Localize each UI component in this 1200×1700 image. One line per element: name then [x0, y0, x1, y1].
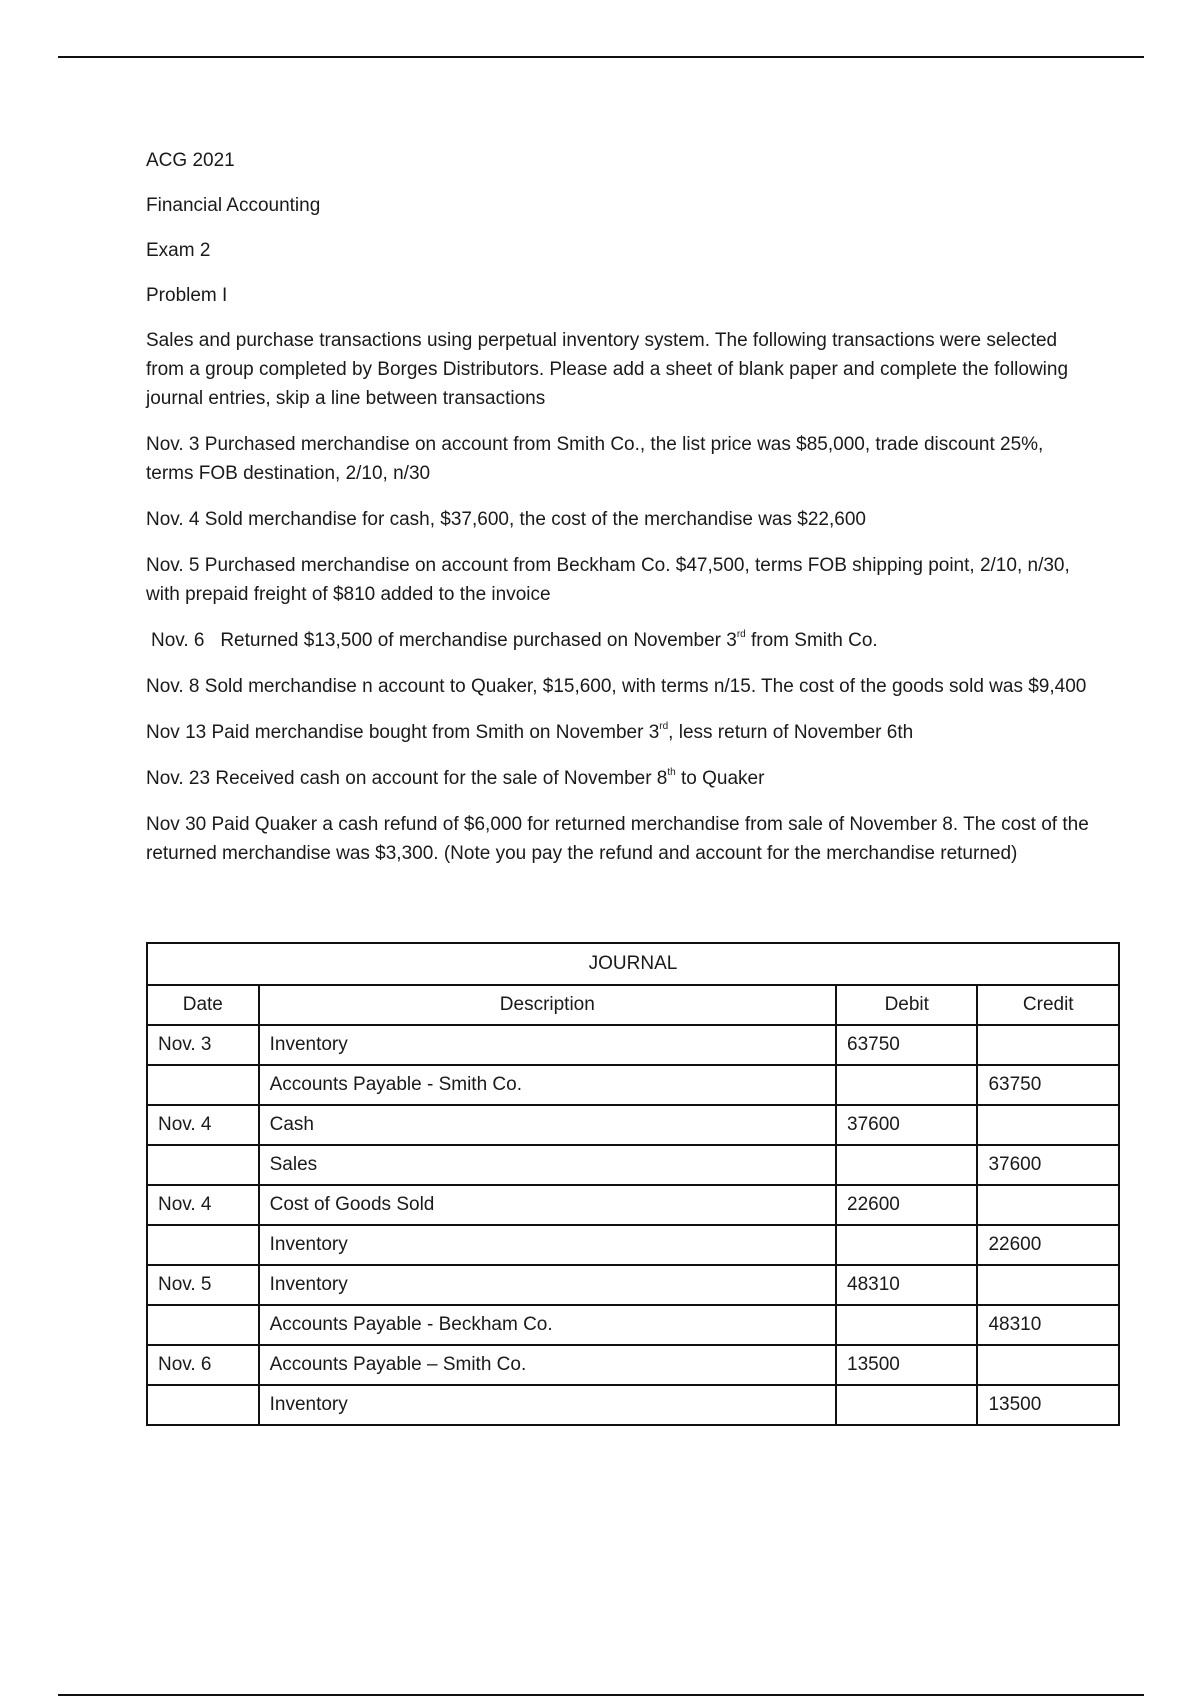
- bottom-rule: [58, 1694, 1144, 1696]
- debit-cell: 48310: [836, 1265, 977, 1305]
- top-rule: [58, 56, 1144, 58]
- transaction-text: Nov. 23 Received cash on account for the sale of November 8: [146, 768, 668, 789]
- ordinal-suffix: rd: [736, 629, 746, 640]
- debit-cell: 37600: [836, 1105, 977, 1145]
- column-header-description: Description: [259, 985, 836, 1025]
- transaction-text: Nov. 6 Returned $13,500 of merchandise purchased on November 3: [151, 630, 737, 651]
- credit-cell: [977, 1345, 1119, 1385]
- date-cell: [147, 1305, 259, 1345]
- description-cell: Accounts Payable - Beckham Co.: [259, 1305, 836, 1345]
- column-header-credit: Credit: [977, 985, 1119, 1025]
- column-header-date: Date: [147, 985, 259, 1025]
- table-row: [147, 1305, 1119, 1345]
- date-cell: [147, 1145, 259, 1185]
- description-cell: Cash: [259, 1105, 836, 1145]
- debit-cell: 63750: [836, 1025, 977, 1065]
- course-title: Financial Accounting: [146, 195, 321, 216]
- transaction-nov-30: Nov 30 Paid Quaker a cash refund of $6,000 for returned merchandise from sale of November 8. The cost of the returned merchandise was $3,300. (Note you pay the refund and account for the merchandise returned): [146, 814, 1089, 864]
- ordinal-suffix: rd: [659, 721, 669, 732]
- exam-title: Exam 2: [146, 240, 211, 261]
- date-cell: Nov. 4: [147, 1105, 259, 1145]
- table-row: [147, 1385, 1119, 1425]
- debit-cell: [836, 1305, 977, 1345]
- debit-cell: 13500: [836, 1345, 977, 1385]
- debit-cell: [836, 1145, 977, 1185]
- journal-table: [146, 942, 1120, 1426]
- description-cell: Accounts Payable - Smith Co.: [259, 1065, 836, 1105]
- table-row: [147, 1105, 1119, 1145]
- date-cell: [147, 1225, 259, 1265]
- journal-title: JOURNAL: [147, 943, 1119, 985]
- transaction-text: , less return of November 6th: [668, 722, 914, 743]
- date-cell: [147, 1065, 259, 1105]
- column-header-debit: Debit: [836, 985, 977, 1025]
- description-cell: Sales: [259, 1145, 836, 1185]
- table-row: [147, 1065, 1119, 1105]
- date-cell: Nov. 3: [147, 1025, 259, 1065]
- credit-cell: [977, 1185, 1119, 1225]
- credit-cell: [977, 1025, 1119, 1065]
- credit-cell: 48310: [977, 1305, 1119, 1345]
- date-cell: Nov. 6: [147, 1345, 259, 1385]
- problem-title: Problem I: [146, 285, 228, 306]
- table-row: [147, 1225, 1119, 1265]
- transaction-text: to Quaker: [675, 768, 765, 789]
- credit-cell: 13500: [977, 1385, 1119, 1425]
- transaction-nov-23: [146, 764, 1096, 793]
- transaction-nov-8: Nov. 8 Sold merchandise n account to Quaker, $15,600, with terms n/15. The cost of the goods sold was $9,400: [146, 676, 1087, 697]
- debit-cell: 22600: [836, 1185, 977, 1225]
- date-cell: Nov. 5: [147, 1265, 259, 1305]
- credit-cell: 22600: [977, 1225, 1119, 1265]
- description-cell: Accounts Payable – Smith Co.: [259, 1345, 836, 1385]
- transaction-nov-6: [146, 626, 1096, 655]
- table-row: [147, 1025, 1119, 1065]
- table-row: [147, 1185, 1119, 1225]
- table-row: [147, 1265, 1119, 1305]
- date-cell: [147, 1385, 259, 1425]
- ordinal-suffix: th: [667, 767, 676, 778]
- intro-paragraph: Sales and purchase transactions using perpetual inventory system. The following transactions were selected from a group completed by Borges Distributors. Please add a sheet of blank paper and complete the following journal entries, skip a line between transactions: [146, 330, 1069, 409]
- transaction-nov-4: Nov. 4 Sold merchandise for cash, $37,600, the cost of the merchandise was $22,600: [146, 509, 866, 530]
- table-row: [147, 1345, 1119, 1385]
- description-cell: Inventory: [259, 1225, 836, 1265]
- description-cell: Inventory: [259, 1385, 836, 1425]
- debit-cell: [836, 1225, 977, 1265]
- debit-cell: [836, 1385, 977, 1425]
- transaction-text: Nov 13 Paid merchandise bought from Smith on November 3: [146, 722, 660, 743]
- transaction-nov-3: Nov. 3 Purchased merchandise on account from Smith Co., the list price was $85,000, trade discount 25%, terms FOB destination, 2/10, n/30: [146, 434, 1044, 484]
- transaction-nov-5: Nov. 5 Purchased merchandise on account from Beckham Co. $47,500, terms FOB shipping point, 2/10, n/30, with prepaid freight of $810 added to the invoice: [146, 555, 1070, 605]
- date-cell: Nov. 4: [147, 1185, 259, 1225]
- course-code: ACG 2021: [146, 150, 235, 171]
- description-cell: Cost of Goods Sold: [259, 1185, 836, 1225]
- credit-cell: [977, 1265, 1119, 1305]
- credit-cell: 37600: [977, 1145, 1119, 1185]
- transaction-nov-13: [146, 718, 1096, 747]
- description-cell: Inventory: [259, 1025, 836, 1065]
- credit-cell: 63750: [977, 1065, 1119, 1105]
- transaction-text: from Smith Co.: [745, 630, 878, 651]
- debit-cell: [836, 1065, 977, 1105]
- credit-cell: [977, 1105, 1119, 1145]
- document-body: [146, 146, 1096, 885]
- table-row: [147, 1145, 1119, 1185]
- description-cell: Inventory: [259, 1265, 836, 1305]
